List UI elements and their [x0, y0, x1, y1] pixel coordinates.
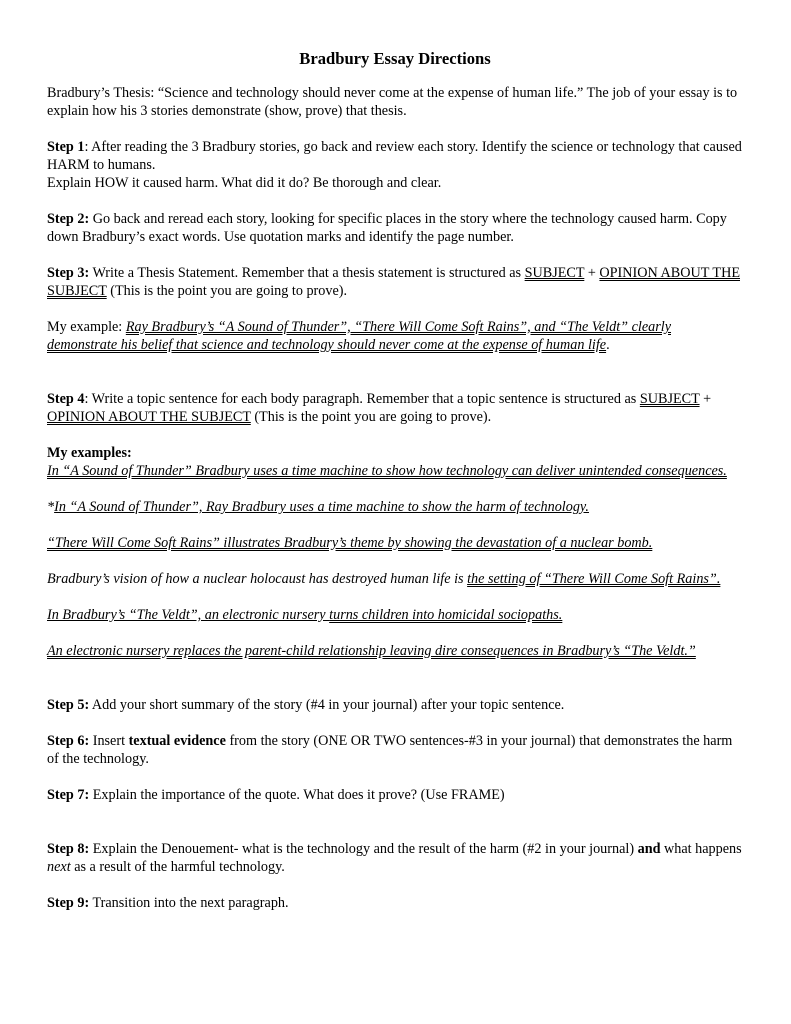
- step-8-label: Step 8:: [47, 841, 90, 857]
- step-4-text: : Write a topic sentence for each body paragraph. Remember that a topic sentence is structured as: [84, 391, 640, 407]
- step-7: [47, 786, 743, 804]
- step-2: [47, 210, 743, 246]
- step-5: [47, 696, 743, 714]
- step-3-plus: +: [584, 265, 600, 281]
- example-2: In “A Sound of Thunder”, Ray Bradbury uses a time machine to show the harm of technology.: [54, 499, 589, 515]
- example-5-row: [47, 606, 743, 624]
- my-examples: [47, 444, 743, 480]
- step-6-text-end: from the story (ONE OR TWO sentences-#3 in your journal) that demonstrates the harm of the technology.: [47, 733, 733, 767]
- my-example-label: My example:: [47, 319, 126, 335]
- step-8-text: Explain the Denouement- what is the technology and the result of the harm (#2 in your journal): [89, 841, 638, 857]
- step-8-text-3: as a result of the harmful technology.: [70, 859, 285, 875]
- step-5-text: Add your short summary of the story (#4 in your journal) after your topic sentence.: [89, 697, 565, 713]
- step-7-label: Step 7:: [47, 787, 90, 803]
- step-3-subject: SUBJECT: [524, 265, 585, 281]
- step-3-text-end: (This is the point you are going to prove).: [106, 283, 348, 299]
- my-example-text: Ray Bradbury’s “A Sound of Thunder”, “There Will Come Soft Rains”, and “The Veldt” clearly demonstrate his belief that science and technology should never come at the expense of human life: [47, 319, 671, 353]
- example-3-row: [47, 534, 743, 552]
- step-8-text-2: what happens: [660, 841, 742, 857]
- step-3-text: Write a Thesis Statement. Remember that a thesis statement is structured as: [89, 265, 525, 281]
- step-4-plus: +: [699, 391, 712, 407]
- step-9-label: Step 9:: [47, 895, 90, 911]
- step-4: [47, 390, 743, 426]
- example-4-end: the setting of “There Will Come Soft Rains”.: [467, 571, 721, 587]
- thesis-intro: Bradbury’s Thesis: “Science and technology should never come at the expense of human life.” The job of your essay is to explain how his 3 stories demonstrate (show, prove) that thesis.: [47, 85, 738, 119]
- my-examples-label: My examples:: [47, 445, 132, 461]
- step-6-bold: textual evidence: [128, 733, 226, 749]
- step-9: [47, 894, 743, 912]
- step-2-label: Step 2:: [47, 211, 90, 227]
- step-4-opinion: OPINION ABOUT THE SUBJECT: [47, 409, 251, 425]
- example-3: “There Will Come Soft Rains” illustrates Bradbury’s theme by showing the devastation of a nuclear bomb.: [47, 535, 653, 551]
- step-7-text: Explain the importance of the quote. What does it prove? (Use FRAME): [89, 787, 505, 803]
- step-9-text: Transition into the next paragraph.: [89, 895, 289, 911]
- example-6: An electronic nursery replaces the parent-child relationship leaving dire consequences in Bradbury’s “The Veldt.”: [47, 643, 696, 659]
- step-3-label: Step 3:: [47, 265, 90, 281]
- example-4-start: Bradbury’s vision of how a nuclear holocaust has destroyed human life is: [47, 571, 468, 587]
- step-4-text-end: (This is the point you are going to prove).: [250, 409, 492, 425]
- step-3: [47, 264, 743, 300]
- step-8: [47, 840, 743, 876]
- example-2-row: [47, 498, 743, 516]
- step-1-text: : After reading the 3 Bradbury stories, go back and review each story. Identify the science or technology that caused HARM to humans.: [47, 139, 742, 173]
- example-5-start: In Bradbury’s “The Veldt”, an electronic nursery: [47, 607, 330, 623]
- my-example-end: .: [606, 337, 610, 353]
- my-example: [47, 318, 743, 354]
- example-4-row: [47, 570, 743, 588]
- step-1-label: Step 1: [47, 139, 85, 155]
- step-8-next: next: [47, 859, 71, 875]
- example-1: In “A Sound of Thunder” Bradbury uses a time machine to show how technology can deliver unintended consequences.: [47, 463, 727, 479]
- step-1: [47, 138, 743, 192]
- step-8-and: and: [637, 841, 661, 857]
- step-1-text-2: Explain HOW it caused harm. What did it do? Be thorough and clear.: [47, 175, 442, 191]
- step-4-subject: SUBJECT: [639, 391, 700, 407]
- step-4-label: Step 4: [47, 391, 85, 407]
- example-5-end: turns children into homicidal sociopaths.: [329, 607, 563, 623]
- example-2-star: *: [47, 499, 55, 515]
- step-6-label: Step 6:: [47, 733, 90, 749]
- step-5-label: Step 5:: [47, 697, 90, 713]
- example-6-row: [47, 642, 743, 660]
- step-3-opinion: OPINION ABOUT THE SUBJECT: [47, 265, 740, 299]
- step-6: [47, 732, 743, 768]
- page-title: Bradbury Essay Directions: [299, 49, 491, 68]
- step-6-text: Insert: [89, 733, 129, 749]
- step-2-text: Go back and reread each story, looking for specific places in the story where the technology caused harm. Copy down Bradbury’s exact words. Use quotation marks and identify the page number.: [47, 211, 727, 245]
